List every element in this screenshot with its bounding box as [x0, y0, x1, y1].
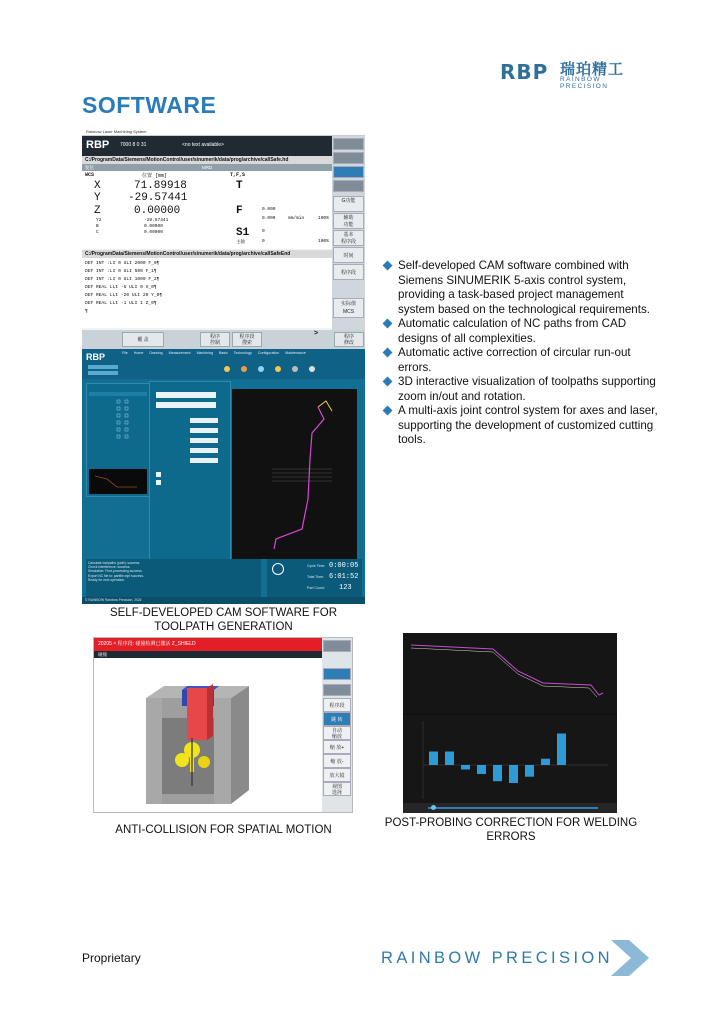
part-count-value: 123 — [339, 584, 352, 592]
feature-list — [383, 259, 658, 448]
tree-grid — [87, 384, 149, 496]
axis-y-value: -29.57441 — [128, 192, 188, 204]
cam-software-screenshot — [82, 127, 365, 604]
weld-profile-graphic — [403, 633, 617, 713]
cnc-hmi-panel — [82, 127, 365, 349]
cam-application — [82, 349, 365, 604]
log-line: Check interference: success. — [88, 565, 131, 570]
operations-tree[interactable] — [86, 383, 150, 497]
axis-z-label: Z — [94, 205, 101, 217]
logo-chinese-name: 瑞珀精工 — [560, 60, 625, 78]
feature-text: Self-developed CAM software combined with Siemens SINUMERIK 5-axis control system, providing a task-based project management system based on the technological requirements. — [398, 259, 650, 316]
tab-home[interactable]: Home — [133, 351, 144, 355]
ribbon — [82, 349, 365, 379]
axis-b-label: B — [96, 224, 99, 229]
tab-maintenance[interactable]: Maintenance — [285, 351, 306, 355]
caption-cam: SELF-DEVELOPED CAM SOFTWARE FOR TOOLPATH GENERATION — [109, 607, 338, 633]
footer-proprietary: Proprietary — [82, 951, 141, 965]
spindle-value-2: 0 — [262, 239, 265, 244]
program-path-2: C:/ProgramData/Siemens/MotionControl/user/sinumerik/data/prog/archive/callSafeEnd — [82, 250, 332, 258]
diamond-bullet-icon — [383, 406, 393, 416]
aux-function-softkey[interactable]: 辅助 功能 — [333, 213, 364, 229]
correction-bar — [493, 765, 502, 781]
settings-fields — [150, 382, 230, 567]
actual-value-mcs-softkey[interactable]: 实际值 MCS — [333, 298, 364, 318]
hmi-logo: RBP — [86, 139, 110, 151]
feature-item — [383, 404, 658, 448]
code-line: DEF INT :LI 0 ULI 500 F_1¶ — [85, 269, 157, 274]
tab-configuration[interactable]: Configuration — [257, 351, 280, 355]
mode-label: MRD — [202, 165, 213, 170]
position-display — [82, 171, 332, 249]
tab-machining[interactable]: Machining — [196, 351, 213, 355]
spindle-text: 主轴 — [236, 240, 245, 245]
ribbon-icons — [82, 349, 365, 379]
program-editor[interactable] — [82, 258, 332, 328]
axis-b-value: 0.00000 — [144, 224, 163, 229]
feature-item — [383, 317, 658, 346]
weld-profile-view — [403, 633, 617, 713]
correction-bar — [429, 752, 438, 766]
total-time-label: Total Time: — [307, 575, 324, 579]
correction-bar — [445, 752, 454, 766]
feed-label: F — [236, 205, 243, 217]
axis-c-value: 0.00000 — [144, 230, 163, 235]
jump-softkey[interactable]: 跳 转 — [323, 712, 351, 726]
hmi-header — [82, 136, 332, 156]
reset-label: 复位 — [85, 165, 94, 170]
status-bar — [82, 164, 332, 171]
feature-text: Automatic calculation of NC paths from CAD designs of all complexities. — [398, 317, 627, 345]
correction-bar — [461, 765, 470, 770]
tab-file[interactable]: File — [122, 351, 128, 355]
axis-z-value: 0.00000 — [134, 205, 181, 217]
feed-value: 0.000 — [262, 207, 276, 212]
log-line: Ready for next operation. — [88, 577, 126, 582]
playback-handle[interactable] — [431, 805, 436, 810]
logo-mark: RBP — [500, 60, 549, 84]
axis-y2-value: -29.57441 — [144, 218, 169, 223]
collision-side-softkeys — [322, 638, 352, 812]
message-log — [86, 559, 261, 599]
program-segment-softkey[interactable]: 程序段 — [323, 698, 351, 712]
log-line: Export NC file to: partfile.mpf success. — [88, 573, 144, 578]
axis-x-value: 71.89918 — [134, 180, 187, 192]
code-line: DEF REAL LLI -5 ULI 0 X_0¶ — [85, 285, 157, 290]
channel-info: 7000 8 0 31 — [120, 142, 147, 148]
diamond-bullet-icon — [383, 319, 393, 329]
program-block-softkey[interactable]: 程序段 — [333, 264, 364, 280]
block-search-softkey[interactable]: 程序段 搜索 — [232, 332, 262, 347]
log-line: Simulation: Post-processing success. — [88, 569, 143, 574]
part-count-label: Part Count: — [307, 586, 325, 590]
window-key[interactable] — [333, 166, 364, 178]
position-header: 位置 [mm] — [142, 173, 168, 179]
menu-key[interactable] — [333, 152, 364, 164]
basic-block-softkey[interactable]: 基本 程序段 — [333, 230, 364, 246]
code-line: DEF INT :LI 0 ULI 1000 F_2¶ — [85, 277, 160, 282]
feature-text: Automatic active correction of circular run-out errors. — [398, 346, 631, 374]
footer-brand: RAINBOW PRECISION — [381, 949, 613, 967]
diamond-bullet-icon — [383, 377, 393, 387]
axis-y2-label: Y2 — [96, 218, 102, 223]
collision-3d-view[interactable] — [94, 658, 322, 812]
window-title: Rainbow Laser Machining System — [82, 127, 365, 136]
feed-value-2: 0.000 — [262, 216, 276, 221]
program-control-softkey[interactable]: 程序 控制 — [200, 332, 230, 347]
time-softkey[interactable]: 时间 — [333, 247, 364, 263]
caption-probing: POST-PROBING CORRECTION FOR WELDING ERRORS — [384, 817, 638, 843]
alarm-header: 20205 × 程序段: 碰撞检测已激活 Z_SHIELD — [94, 638, 322, 651]
magnifier-softkey[interactable]: 放大镜 — [323, 768, 351, 782]
code-line: DEF REAL LLI -20 ULI 20 Y_0¶ — [85, 293, 163, 298]
correction-bar — [541, 759, 550, 765]
correction-bar — [525, 765, 534, 777]
tab-drawing[interactable]: Drawing — [149, 351, 163, 355]
feature-text: A multi-axis joint control system for axes and laser, supporting the development of customized cutting tools. — [398, 404, 658, 446]
probing-correction-screenshot — [403, 633, 617, 813]
help-icon[interactable] — [272, 563, 284, 575]
tfs-label: T,F,S — [230, 172, 246, 178]
chevron-right-icon — [611, 940, 651, 976]
g-function-softkey[interactable]: G功能 — [333, 196, 364, 212]
technology-settings[interactable] — [149, 381, 231, 568]
override-softkey[interactable]: 覆 盖 — [122, 332, 164, 347]
info-key[interactable] — [323, 684, 351, 696]
feature-item — [383, 259, 658, 317]
auto-zoom-softkey[interactable]: 自动 缩放 — [323, 726, 351, 740]
diamond-bullet-icon — [383, 348, 393, 358]
spindle-value: 0 — [262, 229, 265, 234]
axis-x-label: X — [94, 180, 101, 192]
view-select-softkey[interactable]: 视图 选择 — [323, 782, 351, 796]
zoom-in-softkey[interactable]: 缩 放+ — [323, 740, 351, 754]
caption-collision: ANTI-COLLISION FOR SPATIAL MOTION — [115, 824, 332, 836]
correction-chart — [403, 715, 617, 805]
m-key[interactable] — [333, 138, 364, 150]
wcs-label: WCS — [85, 172, 95, 178]
cam-logo: RBP — [86, 352, 106, 362]
total-time-value: 6:01:52 — [329, 573, 359, 581]
logo-english-name: RAINBOW PRECISION — [560, 76, 609, 90]
anti-collision-screenshot — [93, 637, 353, 813]
program-path: C:/ProgramData/Siemens/MotionControl/user/sinumerik/data/prog/archive/callSafe.hd — [82, 156, 332, 164]
axis-c-label: C — [96, 230, 99, 235]
feed-override: 100% — [318, 216, 329, 221]
code-line: ¶ — [85, 309, 88, 314]
timer-panel — [267, 559, 362, 599]
zoom-out-softkey[interactable]: 缩 放- — [323, 754, 351, 768]
playback-track[interactable] — [428, 807, 598, 809]
correction-bar — [557, 734, 566, 766]
log-line: Calculate toolpaths (path): success. — [88, 561, 141, 565]
alarm-message: <no text available> — [182, 142, 224, 148]
correction-bar — [509, 765, 518, 783]
brand-logo — [500, 58, 640, 90]
section-title: SOFTWARE — [82, 92, 217, 118]
axis-y-label: Y — [94, 192, 101, 204]
program-edit-softkey[interactable]: 程序 修改 — [334, 332, 364, 347]
toolpath-3d-viewer[interactable] — [232, 389, 357, 559]
feature-item — [383, 375, 658, 404]
playback-bar[interactable] — [403, 803, 617, 813]
collision-subheader: 碰撞 — [94, 651, 322, 658]
feature-text: 3D interactive visualization of toolpaths supporting zoom in/out and rotation. — [398, 375, 656, 403]
code-line: DEF INT :LI 0 ULI 2000 F_0¶ — [85, 261, 160, 266]
feed-unit: mm/min — [288, 216, 305, 221]
spindle-override: 100% — [318, 239, 329, 244]
correction-bar — [477, 765, 486, 774]
window-key[interactable] — [323, 668, 351, 680]
feature-item — [383, 346, 658, 375]
m-key[interactable] — [323, 640, 351, 652]
code-line: DEF REAL LLI -1 ULI 1 Z_0¶ — [85, 301, 157, 306]
tab-basic[interactable]: Basic — [218, 351, 228, 355]
softkey-bar — [82, 330, 365, 349]
correction-bar-chart — [403, 715, 617, 805]
vertical-softkeys — [332, 136, 365, 330]
cycle-time-value: 0:00:05 — [329, 562, 359, 570]
page-indicator: > — [314, 330, 319, 337]
info-key[interactable] — [333, 180, 364, 192]
cycle-time-label: Cycle Time: — [307, 564, 326, 568]
spindle-label: S1 — [236, 227, 250, 239]
tool-label: T — [236, 180, 243, 192]
toolpath-graphic — [232, 389, 357, 559]
cam-status-bar: © RAINBOW Rainbow Precision, 2024 — [82, 597, 365, 604]
diamond-bullet-icon — [383, 261, 393, 271]
tab-measurement[interactable]: Measurement — [168, 351, 191, 355]
tab-technology[interactable]: Technology — [233, 351, 252, 355]
